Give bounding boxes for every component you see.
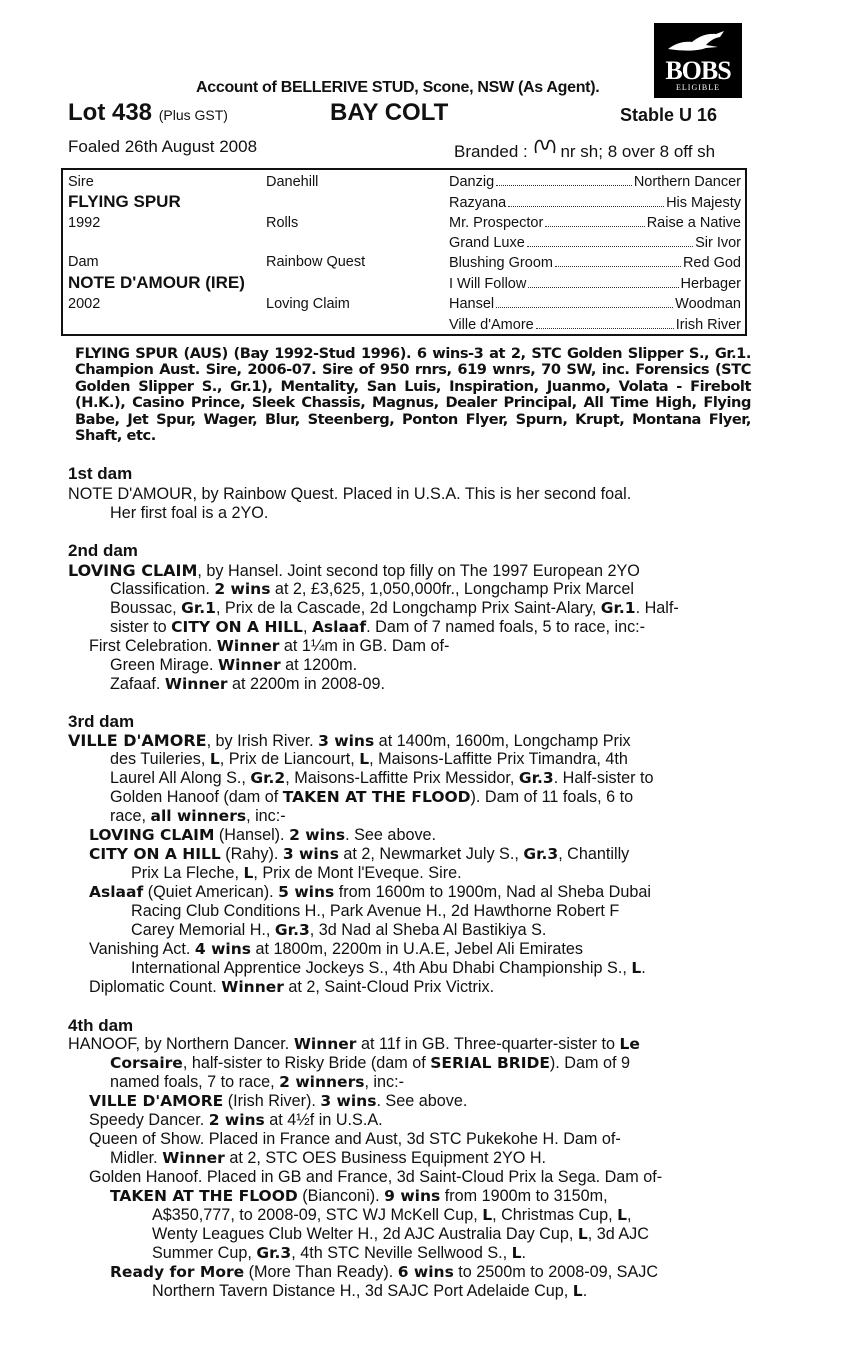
dam-name: NOTE D'AMOUR (IRE) (68, 273, 245, 292)
pedigree-row: Mr. Prospector Raise a Native (449, 215, 741, 231)
second-dam-entry: sister to CITY ON A HILL, Aslaaf. Dam of 7 named foals, 5 to race, inc:- (110, 618, 646, 636)
vendor-account: Account of BELLERIVE STUD, Scone, NSW (As Agent). (196, 79, 600, 96)
pedigree-row: Ville d'Amore Irish River (449, 317, 741, 333)
progeny-line: A$350,777, to 2008-09, STC WJ McKell Cup, L, Christmas Cup, L, (152, 1206, 632, 1224)
third-dam-entry: VILLE D'AMORE, by Irish River. 3 wins at 1400m, 1600m, Longchamp Prix (68, 731, 631, 750)
fourth-dam-heading: 4th dam (68, 1016, 134, 1035)
progeny-line: Ready for More (More Than Ready). 6 wins to 2500m to 2008-09, SAJC (110, 1263, 659, 1281)
sire-sire: Danehill (266, 174, 319, 190)
second-dam-heading: 2nd dam (68, 541, 138, 560)
second-dam-entry: Classification. 2 wins at 2, £3,625, 1,050,000fr., Longchamp Prix Marcel (110, 580, 634, 598)
second-dam-entry: LOVING CLAIM, by Hansel. Joint second top filly on The 1997 European 2YO (68, 561, 640, 580)
third-dam-heading: 3rd dam (68, 712, 135, 731)
third-dam-entry: race, all winners, inc:- (110, 807, 286, 825)
sire-label: Sire (68, 174, 94, 190)
foaled-date: Foaled 26th August 2008 (68, 137, 258, 156)
pedigree-row: Razyana His Majesty (449, 195, 741, 211)
pedigree-row: Hansel Woodman (449, 296, 741, 312)
sire-dam: Rolls (266, 215, 299, 231)
pedigree-row: I Will Follow Herbager (449, 276, 741, 292)
progeny-line: Midler. Winner at 2, STC OES Business Equipment 2YO H. (110, 1149, 547, 1167)
stable-number: Stable U 16 (620, 105, 718, 125)
sire-summary: FLYING SPUR (AUS) (Bay 1992-Stud 1996). 6 wins-3 at 2, STC Golden Slipper S., Gr.1. Champion Aust. Sire, 2006-07. Sire of 950 rnrs, 619 wnrs, 70 SW, inc. Forensics (STC Golden Slipper S., Gr.1), Mentality, San Luis, Inspiration, Juanmo, Volata - Firebolt (H.K.), Casino Prince, Sleek Chassis, Magnus, Dealer Principal, All Time High, Flying Babe, Jet Spur, Wager, Blur, Steenberg, Ponton Flyer, Spurn, Krupt, Montana Flyer, Shaft, etc. (75, 345, 751, 445)
fourth-dam-entry: named foals, 7 to race, 2 winners, inc:- (110, 1073, 405, 1091)
second-dam-entry: Boussac, Gr.1, Prix de la Cascade, 2d Longchamp Prix Saint-Alary, Gr.1. Half- (110, 599, 679, 617)
progeny-line: Northern Tavern Distance H., 3d SAJC Port Adelaide Cup, L. (152, 1282, 588, 1300)
dam-dam: Loving Claim (266, 296, 350, 312)
third-dam-entry: Laurel All Along S., Gr.2, Maisons-Laffitte Prix Messidor, Gr.3. Half-sister to (110, 769, 654, 787)
progeny-line: CITY ON A HILL (Rahy). 3 wins at 2, Newmarket July S., Gr.3, Chantilly (89, 845, 630, 863)
progeny-line: Queen of Show. Placed in France and Aust, 3d STC Pukekohe H. Dam of- (89, 1130, 621, 1148)
progeny-line: International Apprentice Jockeys S., 4th Abu Dhabi Championship S., L. (131, 959, 646, 977)
progeny-line: Racing Club Conditions H., Park Avenue H., 2d Hawthorne Robert F (131, 902, 620, 920)
brand-icon (532, 137, 560, 162)
logo-subtext: ELIGIBLE (676, 83, 720, 92)
progeny-line: Summer Cup, Gr.3, 4th STC Neville Sellwood S., L. (152, 1244, 527, 1262)
lot-number: Lot 438 (Plus GST) (68, 99, 228, 126)
progeny-line: Speedy Dancer. 2 wins at 4½f in U.S.A. (89, 1111, 383, 1129)
progeny-line: Vanishing Act. 4 wins at 1800m, 2200m in U.A.E, Jebel Ali Emirates (89, 940, 583, 958)
progeny-line: Prix La Fleche, L, Prix de Mont l'Eveque. Sire. (131, 864, 462, 882)
bobs-eligible-logo (654, 23, 742, 98)
progeny-line: TAKEN AT THE FLOOD (Bianconi). 9 wins from 1900m to 3150m, (110, 1187, 608, 1205)
pedigree-row: Blushing Groom Red God (449, 255, 741, 271)
dam-sire: Rainbow Quest (266, 254, 366, 270)
progeny-line: Golden Hanoof. Placed in GB and France, 3d Saint-Cloud Prix la Sega. Dam of- (89, 1168, 663, 1186)
sire-year: 1992 (68, 215, 101, 231)
progeny-line: Wenty Leagues Club Welter H., 2d AJC Australia Day Cup, L, 3d AJC (152, 1225, 649, 1243)
horse-description: BAY COLT (330, 99, 449, 126)
progeny-line: Carey Memorial H., Gr.3, 3d Nad al Sheba Al Bastikiya S. (131, 921, 547, 939)
fourth-dam-entry: HANOOF, by Northern Dancer. Winner at 11f in GB. Three-quarter-sister to Le (68, 1035, 640, 1053)
first-dam-line: Her first foal is a 2YO. (110, 504, 269, 522)
first-dam-line: NOTE D'AMOUR, by Rainbow Quest. Placed in U.S.A. This is her second foal. (68, 485, 632, 503)
brand-marks: Branded : nr sh; 8 over 8 off sh (454, 137, 715, 162)
progeny-line: VILLE D'AMORE (Irish River). 3 wins. See above. (89, 1092, 468, 1110)
progeny-line: Green Mirage. Winner at 1200m. (110, 656, 358, 674)
horse-logo-icon (666, 29, 730, 55)
progeny-line: First Celebration. Winner at 1¼m in GB. Dam of- (89, 637, 450, 655)
progeny-line: Diplomatic Count. Winner at 2, Saint-Cloud Prix Victrix. (89, 978, 495, 996)
dam-label: Dam (68, 254, 99, 270)
progeny-line: LOVING CLAIM (Hansel). 2 wins. See above. (89, 826, 437, 844)
pedigree-row: Grand Luxe Sir Ivor (449, 235, 741, 251)
third-dam-entry: des Tuileries, L, Prix de Liancourt, L, Maisons-Laffitte Prix Timandra, 4th (110, 750, 628, 768)
fourth-dam-entry: Corsaire, half-sister to Risky Bride (dam of SERIAL BRIDE). Dam of 9 (110, 1054, 630, 1072)
pedigree-row: Danzig Northern Dancer (449, 174, 741, 190)
third-dam-entry: Golden Hanoof (dam of TAKEN AT THE FLOOD). Dam of 11 foals, 6 to (110, 788, 634, 806)
first-dam-heading: 1st dam (68, 464, 133, 483)
sire-name: FLYING SPUR (68, 192, 181, 211)
progeny-line: Zafaaf. Winner at 2200m in 2008-09. (110, 675, 386, 693)
progeny-line: Aslaaf (Quiet American). 5 wins from 1600m to 1900m, Nad al Sheba Dubai (89, 883, 651, 901)
dam-year: 2002 (68, 296, 101, 312)
logo-text: BOBS (665, 56, 731, 85)
